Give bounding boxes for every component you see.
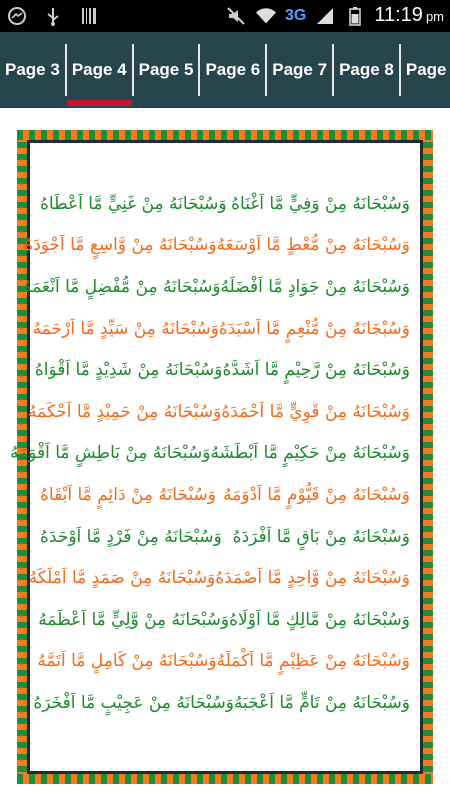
verse-left: وَسُبْحَانَهُ مِنْ حَمِيْدٍ مَّا اَحْكَمَهُ bbox=[27, 401, 222, 422]
verse-right: وَسُبْحَانَهُ مِنْ مَّالِكٍ مَّا اَوْلَاهُ bbox=[229, 609, 410, 630]
verse-left: وَسُبْحَانَهُ مِنْ بَاطِشٍ مَّا اَقْوَمَهُ bbox=[9, 443, 211, 464]
verse-left: وَسُبْحَانَهُ مِنْ فَرْدٍ مَّا اَوْحَدَهُ bbox=[40, 526, 222, 547]
status-bar bbox=[0, 0, 450, 32]
verse-row bbox=[23, 266, 420, 308]
usb-icon bbox=[42, 5, 64, 27]
tab-page-3[interactable]: Page 3 bbox=[5, 60, 60, 79]
mute-icon bbox=[225, 5, 247, 27]
verse-row bbox=[30, 516, 420, 558]
tab-list bbox=[0, 32, 450, 108]
verse-row bbox=[30, 682, 420, 724]
verse-left: وَسُبْحَانَهُ مِنْ غَنِيٍّ مَّا اَعْطَاهُ bbox=[40, 193, 227, 214]
tab-page-4[interactable]: Page 4 bbox=[67, 32, 132, 108]
verse-row bbox=[30, 557, 420, 599]
verse-right: وَسُبْحَانَهُ مِنْ قَوِيٍّ مَّا اَحْمَدَهُ bbox=[221, 401, 410, 422]
messenger-icon bbox=[6, 5, 28, 27]
verse-right: وَسُبْحَانَهُ مِنْ مُّنْعِمٍ مَّا اَسْيَدَهُ bbox=[218, 318, 410, 339]
verse-left: وَسُبْحَانَهُ مِنْ دَائِمٍ مَّا اَبْقَاهُ bbox=[40, 484, 217, 505]
verse-right: وَسُبْحَانَهُ مِنْ مُّعْطٍ مَّا اَوْسَعَهُ bbox=[216, 235, 410, 256]
verse-right: وَسُبْحَانَهُ مِنْ قَيُّوْمٍ مَّا اَدْوَمَهُ bbox=[223, 484, 410, 505]
network-type: 3G bbox=[285, 6, 307, 24]
page-tab-bar[interactable] bbox=[0, 32, 450, 108]
verse-left: وَسُبْحَانَهُ مِنْ كَامِلٍ مَّا اَتَمَّهُ bbox=[37, 651, 217, 672]
wifi-icon bbox=[255, 5, 277, 27]
verse-row bbox=[9, 433, 420, 475]
status-right-icons bbox=[225, 4, 444, 27]
verse-right: وَسُبْحَانَهُ مِنْ وَفِيٍّ مَّا اَغْنَاهُ bbox=[231, 193, 410, 214]
verse-right: وَسُبْحَانَهُ مِنْ حَكِيْمٍ مَّا اَبْطَشَهُ bbox=[210, 443, 410, 464]
verse-left: وَسُبْحَانَهُ مِنْ سَيِّدٍ مَّا اَرْحَمَهُ bbox=[32, 318, 219, 339]
verse-right: وَسُبْحَانَهُ مِنْ تَامٍّ مَّا اَعْجَبَهُ bbox=[233, 692, 410, 713]
verse-panel[interactable] bbox=[9, 140, 423, 774]
verse-right: وَسُبْحَانَهُ مِنْ عَظِيْمٍ مَّا اَكْمَلَهُ bbox=[216, 651, 410, 672]
verse-right: وَسُبْحَانَهُ مِنْ جَوَادٍ مَّا اَفْضَلَهُ bbox=[220, 276, 410, 297]
tab-page-7[interactable]: Page 7 bbox=[272, 60, 328, 79]
verse-frame bbox=[9, 130, 433, 784]
barcode-icon bbox=[78, 5, 100, 27]
tab-page-9[interactable]: Page bbox=[405, 60, 447, 79]
verse-row bbox=[30, 183, 420, 225]
tab-page-8[interactable]: Page 8 bbox=[339, 60, 394, 79]
verse-left: وَسُبْحَانَهُ مِنْ عَجِيْبٍ مَّا اَفْخَرَهُ bbox=[33, 692, 234, 713]
verse-left: وَسُبْحَانَهُ مِنْ شَدِيْدٍ مَّا اَقْوَاهُ bbox=[34, 360, 223, 381]
verse-left: وَسُبْحَانَهُ مِنْ صَمَدٍ مَّا اَمْلَكَهُ bbox=[28, 568, 216, 589]
verse-list bbox=[9, 183, 420, 724]
status-left-icons bbox=[6, 5, 100, 27]
verse-row bbox=[30, 641, 420, 683]
verse-left: وَسُبْحَانَهُ مِنْ وَّاسِعٍ مَّا اَجْوَدَهُ bbox=[24, 235, 217, 256]
tab-page-5[interactable]: Page 5 bbox=[138, 60, 194, 79]
signal-icon bbox=[314, 5, 336, 27]
verse-left: وَسُبْحَانَهُ مِنْ مُّفْضِلٍ مَّا اَنْعَمَهُ bbox=[23, 276, 221, 297]
verse-row bbox=[24, 225, 420, 267]
verse-right: وَسُبْحَانَهُ مِنْ بَاقٍ مَّا اَفْرَدَهُ bbox=[232, 526, 410, 547]
verse-row bbox=[30, 308, 420, 350]
tab-page-6[interactable]: Page 6 bbox=[205, 60, 261, 79]
clock: 11:19 pm bbox=[374, 4, 444, 26]
verse-row bbox=[30, 474, 420, 516]
battery-icon bbox=[344, 5, 366, 27]
verse-right: وَسُبْحَانَهُ مِنْ رَّحِيْمٍ مَّا اَشَدَّهُ bbox=[222, 360, 410, 381]
verse-row bbox=[30, 599, 420, 641]
verse-left: وَسُبْحَانَهُ مِنْ وَّلِيٍّ مَّا اَعْظَمَهُ bbox=[38, 609, 230, 630]
verse-row bbox=[30, 349, 420, 391]
verse-right: وَسُبْحَانَهُ مِنْ وَّاحِدٍ مَّا اَصْمَدَهُ bbox=[215, 568, 410, 589]
verse-row bbox=[27, 391, 420, 433]
